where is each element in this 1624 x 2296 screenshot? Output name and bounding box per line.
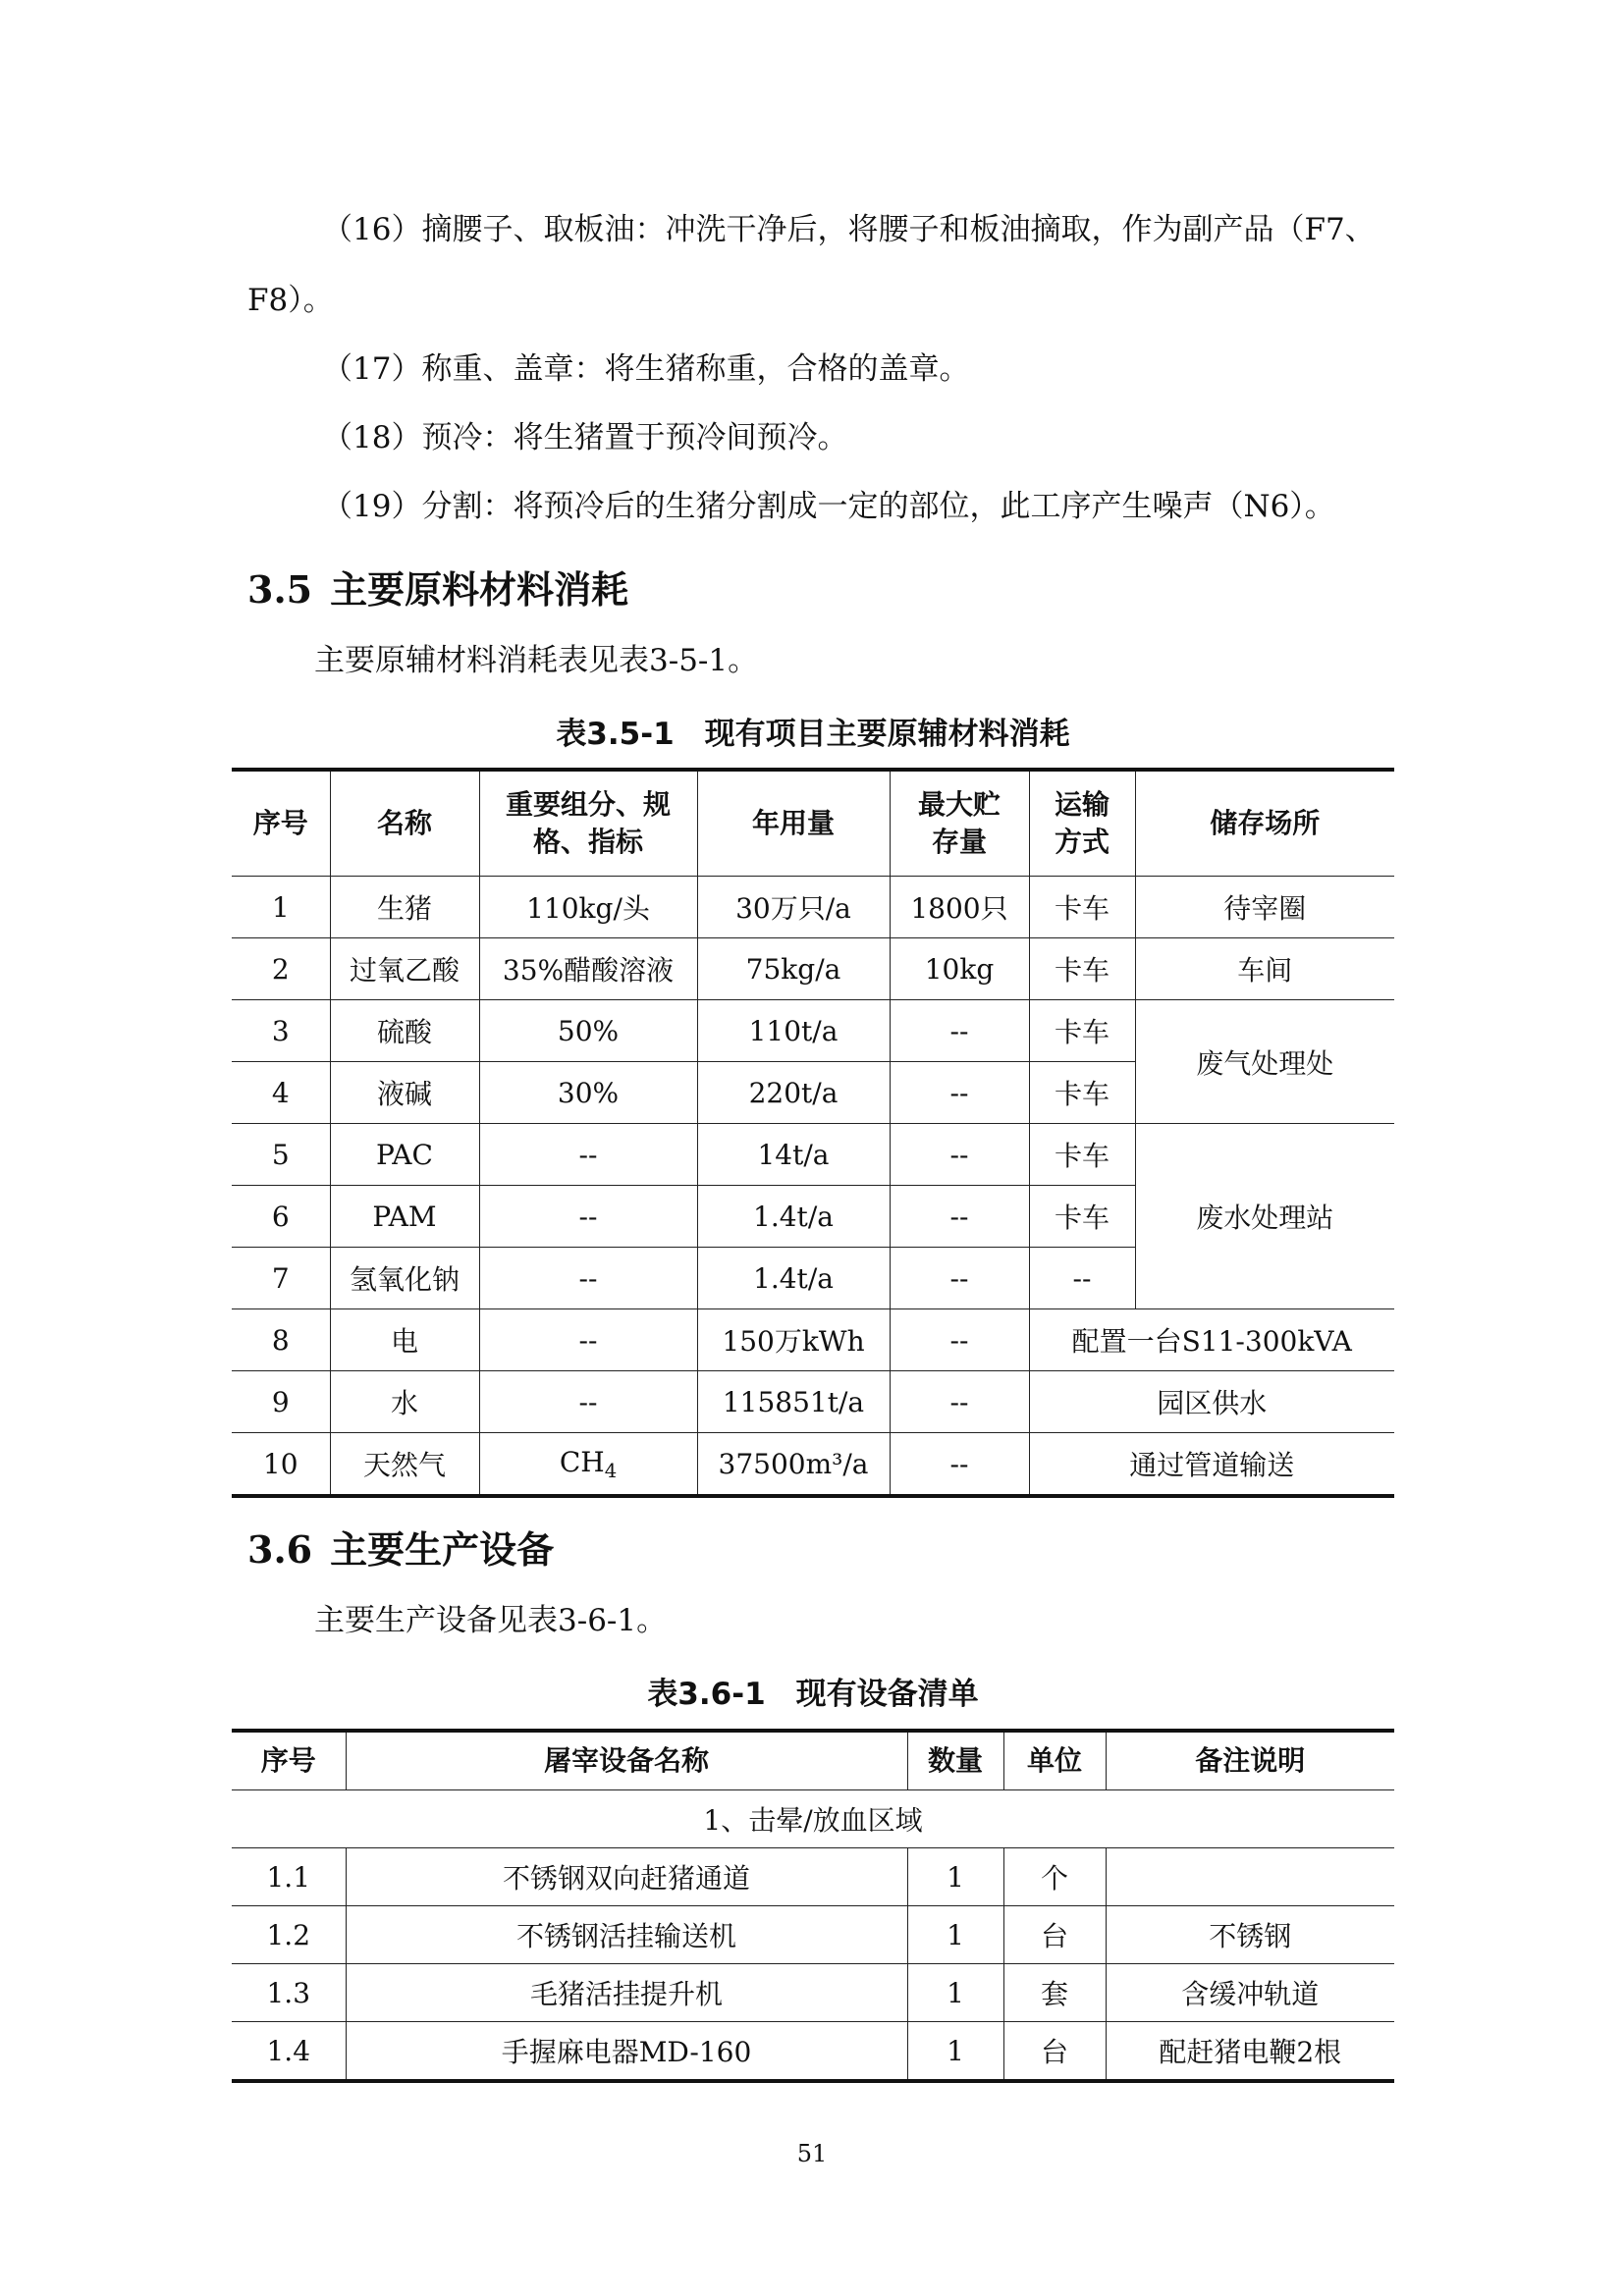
cell-spec: -- <box>479 1309 697 1371</box>
column-header: 屠宰设备名称 <box>346 1731 907 1790</box>
formula-subscript: 4 <box>604 1459 618 1482</box>
cell-quantity: 1 <box>907 1848 1003 1906</box>
cell-storage: 废水处理站 <box>1135 1124 1394 1309</box>
formula-main: CH <box>559 1445 605 1478</box>
cell-no: 1.2 <box>232 1906 346 1964</box>
cell-annual: 30万只/a <box>697 877 890 938</box>
cell-no: 1.1 <box>232 1848 346 1906</box>
cell-max-storage: -- <box>890 1000 1029 1062</box>
section-heading-3-6 <box>247 1520 554 1574</box>
table-row <box>232 1848 1394 1906</box>
cell-name: 水 <box>330 1371 479 1433</box>
table-row <box>232 1371 1394 1433</box>
cell-no: 1 <box>232 877 330 938</box>
cell-spec: 30% <box>479 1062 697 1124</box>
cell-max-storage: -- <box>890 1186 1029 1248</box>
table-caption-3-6-1: 表3.6-1 现有设备清单 <box>647 1677 979 1712</box>
cell-spec <box>479 1433 697 1497</box>
section-title: 主要原料材料消耗 <box>330 568 629 612</box>
table-row <box>232 1309 1394 1371</box>
cell-max-storage: -- <box>890 1371 1029 1433</box>
table-row <box>232 1124 1394 1186</box>
paragraph-step16-continued: F8）。 <box>247 283 334 318</box>
cell-note: 配赶猪电鞭2根 <box>1106 2022 1394 2082</box>
section-intro-3-6: 主要生产设备见表3-6-1。 <box>314 1603 668 1638</box>
column-header: 序号 <box>232 1731 346 1790</box>
paragraph-step17: （17）称重、盖章：将生猪称重，合格的盖章。 <box>322 351 970 387</box>
column-header: 最大贮存量 <box>890 770 1029 877</box>
paragraph-step18: （18）预冷：将生猪置于预冷间预冷。 <box>322 420 848 455</box>
cell-annual: 14t/a <box>697 1124 890 1186</box>
column-header: 序号 <box>232 770 330 877</box>
page-number: 51 <box>796 2140 828 2167</box>
cell-annual: 37500m³/a <box>697 1433 890 1497</box>
equipment-table <box>232 1729 1394 2083</box>
section-heading-3-5 <box>247 560 628 614</box>
cell-transport-storage: 配置一台S11-300kVA <box>1029 1309 1394 1371</box>
cell-no: 1.4 <box>232 2022 346 2082</box>
column-header: 单位 <box>1003 1731 1106 1790</box>
cell-unit: 个 <box>1003 1848 1106 1906</box>
cell-no: 1.3 <box>232 1964 346 2022</box>
cell-no: 9 <box>232 1371 330 1433</box>
cell-no: 3 <box>232 1000 330 1062</box>
column-header: 储存场所 <box>1135 770 1394 877</box>
table-row <box>232 877 1394 938</box>
cell-unit: 台 <box>1003 1906 1106 1964</box>
paragraph-step16: （16）摘腰子、取板油：冲洗干净后，将腰子和板油摘取，作为副产品（F7、 <box>322 212 1376 247</box>
cell-annual: 75kg/a <box>697 938 890 1000</box>
cell-max-storage: -- <box>890 1433 1029 1497</box>
column-header: 年用量 <box>697 770 890 877</box>
cell-note: 不锈钢 <box>1106 1906 1394 1964</box>
group-label: 1、击晕/放血区域 <box>232 1790 1394 1848</box>
table-row <box>232 2022 1394 2082</box>
cell-unit: 台 <box>1003 2022 1106 2082</box>
table-header-row <box>232 770 1394 877</box>
table-row <box>232 938 1394 1000</box>
cell-storage: 待宰圈 <box>1135 877 1394 938</box>
cell-name: 硫酸 <box>330 1000 479 1062</box>
table-caption-3-5-1: 表3.5-1 现有项目主要原辅材料消耗 <box>556 717 1070 752</box>
cell-no: 8 <box>232 1309 330 1371</box>
column-header: 数量 <box>907 1731 1003 1790</box>
cell-name: PAM <box>330 1186 479 1248</box>
cell-name: 生猪 <box>330 877 479 938</box>
column-header: 备注说明 <box>1106 1731 1394 1790</box>
cell-equipment-name: 不锈钢活挂输送机 <box>346 1906 907 1964</box>
cell-name: 液碱 <box>330 1062 479 1124</box>
cell-equipment-name: 手握麻电器MD-160 <box>346 2022 907 2082</box>
table-header-row <box>232 1731 1394 1790</box>
cell-annual: 1.4t/a <box>697 1186 890 1248</box>
cell-unit: 套 <box>1003 1964 1106 2022</box>
cell-no: 7 <box>232 1248 330 1309</box>
column-header: 重要组分、规格、指标 <box>479 770 697 877</box>
cell-annual: 110t/a <box>697 1000 890 1062</box>
cell-transport: 卡车 <box>1029 1186 1135 1248</box>
cell-annual: 220t/a <box>697 1062 890 1124</box>
cell-name: 氢氧化钠 <box>330 1248 479 1309</box>
cell-transport: 卡车 <box>1029 877 1135 938</box>
cell-annual: 115851t/a <box>697 1371 890 1433</box>
cell-no: 4 <box>232 1062 330 1124</box>
cell-transport: 卡车 <box>1029 1000 1135 1062</box>
cell-spec: 35%醋酸溶液 <box>479 938 697 1000</box>
cell-max-storage: -- <box>890 1124 1029 1186</box>
section-number: 3.6 <box>247 1527 313 1572</box>
cell-max-storage: -- <box>890 1248 1029 1309</box>
cell-no: 6 <box>232 1186 330 1248</box>
cell-max-storage: -- <box>890 1062 1029 1124</box>
cell-quantity: 1 <box>907 2022 1003 2082</box>
cell-transport-storage: 园区供水 <box>1029 1371 1394 1433</box>
cell-spec: 50% <box>479 1000 697 1062</box>
cell-equipment-name: 不锈钢双向赶猪通道 <box>346 1848 907 1906</box>
cell-spec: 110kg/头 <box>479 877 697 938</box>
cell-spec: -- <box>479 1371 697 1433</box>
cell-note: 含缓冲轨道 <box>1106 1964 1394 2022</box>
cell-name: 天然气 <box>330 1433 479 1497</box>
table-row <box>232 1964 1394 2022</box>
cell-quantity: 1 <box>907 1964 1003 2022</box>
cell-transport: -- <box>1029 1248 1135 1309</box>
column-header: 运输方式 <box>1029 770 1135 877</box>
cell-spec: -- <box>479 1248 697 1309</box>
section-title: 主要生产设备 <box>330 1528 555 1572</box>
cell-name: 过氧乙酸 <box>330 938 479 1000</box>
materials-table <box>232 768 1394 1498</box>
cell-max-storage: 10kg <box>890 938 1029 1000</box>
cell-transport-storage: 通过管道输送 <box>1029 1433 1394 1497</box>
cell-annual: 1.4t/a <box>697 1248 890 1309</box>
cell-spec: -- <box>479 1124 697 1186</box>
table-group-row <box>232 1790 1394 1848</box>
cell-transport: 卡车 <box>1029 938 1135 1000</box>
cell-no: 5 <box>232 1124 330 1186</box>
cell-equipment-name: 毛猪活挂提升机 <box>346 1964 907 2022</box>
cell-storage: 废气处理处 <box>1135 1000 1394 1124</box>
cell-quantity: 1 <box>907 1906 1003 1964</box>
column-header: 名称 <box>330 770 479 877</box>
cell-storage: 车间 <box>1135 938 1394 1000</box>
cell-name: 电 <box>330 1309 479 1371</box>
cell-annual: 150万kWh <box>697 1309 890 1371</box>
section-number: 3.5 <box>247 567 313 612</box>
paragraph-step19: （19）分割：将预冷后的生猪分割成一定的部位，此工序产生噪声（N6）。 <box>322 489 1335 524</box>
cell-transport: 卡车 <box>1029 1062 1135 1124</box>
cell-no: 10 <box>232 1433 330 1497</box>
cell-note <box>1106 1848 1394 1906</box>
cell-max-storage: 1800只 <box>890 877 1029 938</box>
cell-no: 2 <box>232 938 330 1000</box>
cell-max-storage: -- <box>890 1309 1029 1371</box>
cell-name: PAC <box>330 1124 479 1186</box>
cell-spec: -- <box>479 1186 697 1248</box>
section-intro-3-5: 主要原辅材料消耗表见表3-5-1。 <box>314 643 759 678</box>
table-row <box>232 1433 1394 1497</box>
table-row <box>232 1000 1394 1062</box>
table-row <box>232 1906 1394 1964</box>
cell-transport: 卡车 <box>1029 1124 1135 1186</box>
